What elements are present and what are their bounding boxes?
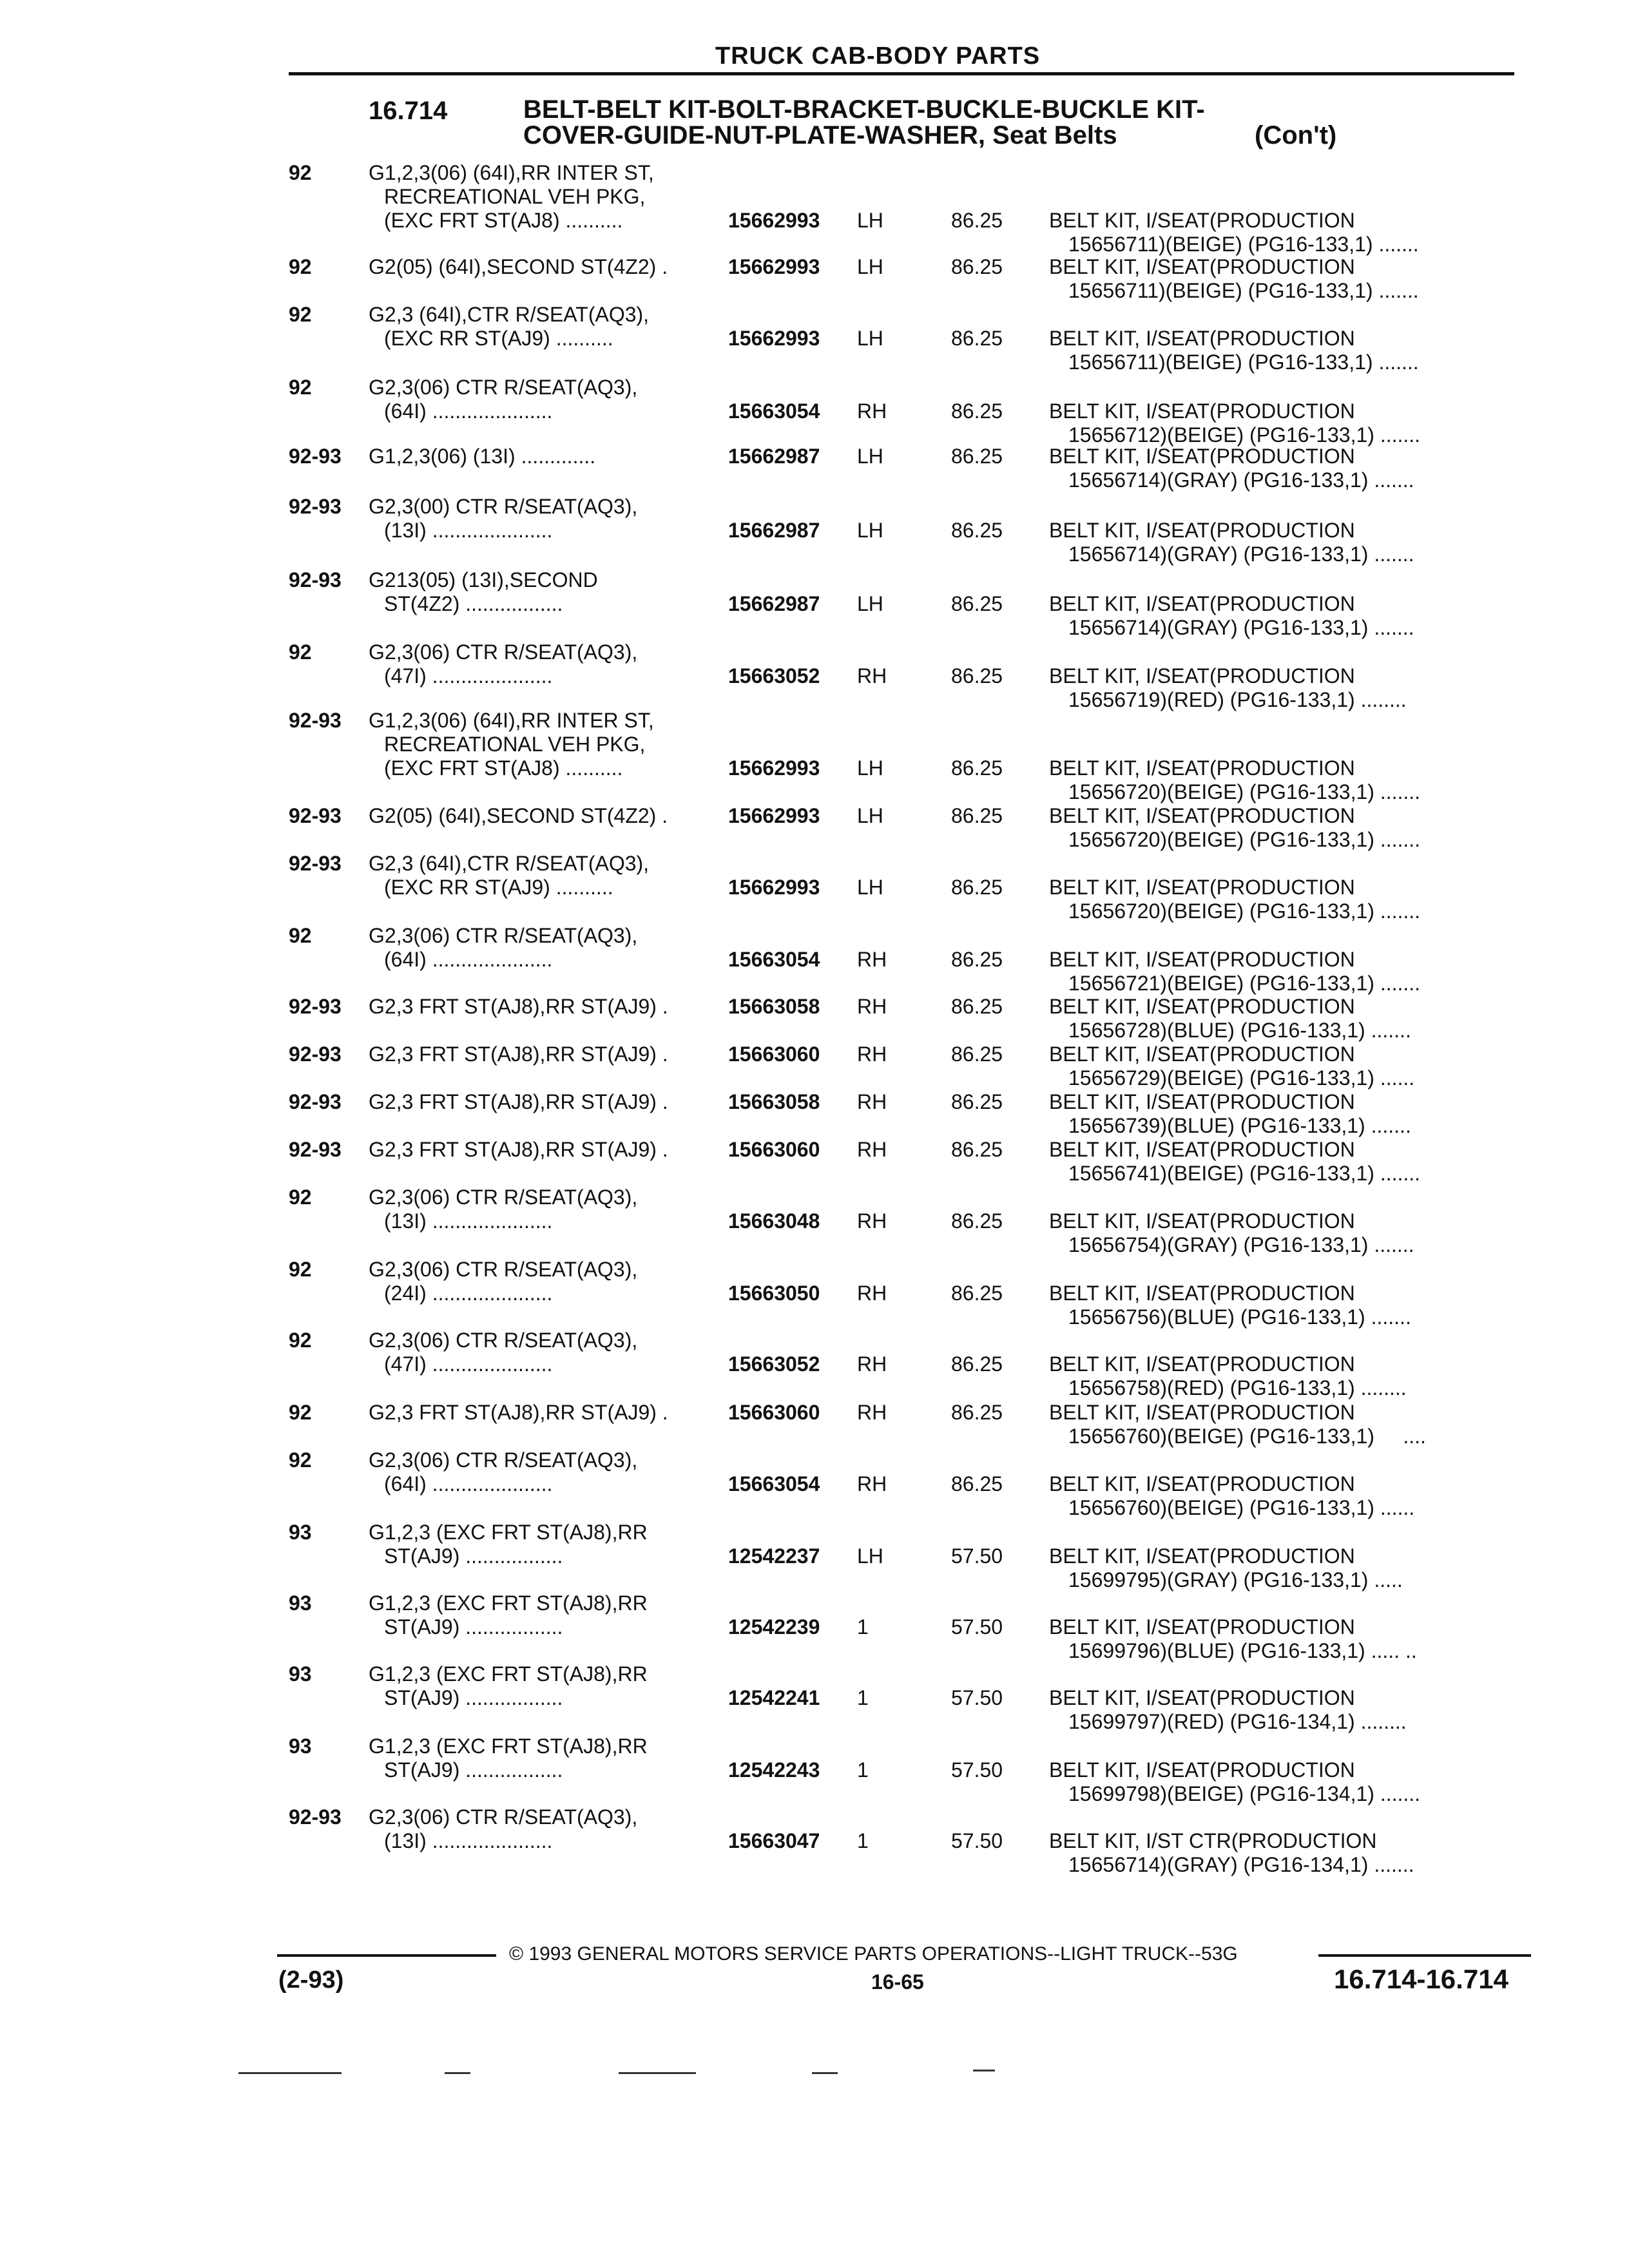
section-number: 16.714 xyxy=(369,97,448,125)
entry-note-line: BELT KIT, I/SEAT(PRODUCTION xyxy=(1049,519,1355,542)
entry-part-number: 15662993 xyxy=(728,209,820,232)
entry-description xyxy=(369,804,717,828)
entry-price: 57.50 xyxy=(951,1829,1003,1852)
entry-part-number: 15663054 xyxy=(728,399,820,423)
footer-page-number: 16-65 xyxy=(871,1970,924,1994)
entry-price: 86.25 xyxy=(951,592,1003,615)
entry-description xyxy=(369,376,717,423)
entry-description-line: (64I) ..................... xyxy=(384,1472,553,1495)
entry-year: 92-93 xyxy=(289,1805,342,1829)
entry-part-number: 15662993 xyxy=(728,804,820,827)
entry-side: LH xyxy=(857,327,883,350)
entry-side: RH xyxy=(857,1352,887,1376)
entry-description xyxy=(369,495,717,543)
entry-note xyxy=(1049,255,1513,303)
entry-price: 86.25 xyxy=(951,664,1003,687)
entry-note-line: BELT KIT, I/SEAT(PRODUCTION xyxy=(1049,209,1355,232)
entry-price: 86.25 xyxy=(951,209,1003,232)
entry-description-line: ST(AJ9) ................. xyxy=(384,1544,563,1568)
entry-note-line: 15656719)(RED) (PG16-133,1) ........ xyxy=(1068,688,1407,711)
entry-year: 92-93 xyxy=(289,495,342,518)
entry-price: 86.25 xyxy=(951,399,1003,423)
entry-description-line: ST(AJ9) ................. xyxy=(384,1686,563,1709)
entry-note-line: 15656728)(BLUE) (PG16-133,1) ....... xyxy=(1068,1019,1411,1042)
entry-price: 86.25 xyxy=(951,756,1003,780)
entry-description-line: G2,3 FRT ST(AJ8),RR ST(AJ9) . xyxy=(369,1401,668,1424)
entry-description-line: G1,2,3(06) (64I),RR INTER ST, xyxy=(369,709,654,732)
entry-side: LH xyxy=(857,876,883,899)
entry-note-line: 15656720)(BEIGE) (PG16-133,1) ....... xyxy=(1068,780,1421,803)
entry-note-line: 15656714)(GRAY) (PG16-134,1) ....... xyxy=(1068,1853,1414,1876)
entry-description xyxy=(369,924,717,972)
entry-side: LH xyxy=(857,756,883,780)
entry-year: 92 xyxy=(289,1329,312,1352)
entry-part-number: 15663060 xyxy=(728,1043,820,1066)
entry-note xyxy=(1049,519,1513,566)
entry-description-line: (64I) ..................... xyxy=(384,948,553,971)
entry-note-line: BELT KIT, I/SEAT(PRODUCTION xyxy=(1049,1686,1355,1709)
entry-part-number: 15663048 xyxy=(728,1209,820,1233)
entry-price: 86.25 xyxy=(951,948,1003,971)
entry-description-line: G2,3 FRT ST(AJ8),RR ST(AJ9) . xyxy=(369,1043,668,1066)
entry-description-line: G2,3(06) CTR R/SEAT(AQ3), xyxy=(369,924,638,947)
entry-description-line: G2,3(06) CTR R/SEAT(AQ3), xyxy=(369,640,638,664)
entry-description xyxy=(369,1735,717,1782)
entry-price: 86.25 xyxy=(951,995,1003,1018)
entry-description-line: (47I) ..................... xyxy=(384,664,553,687)
entry-note xyxy=(1049,756,1513,804)
entry-note-line: BELT KIT, I/ST CTR(PRODUCTION xyxy=(1049,1829,1377,1852)
entry-note-line: BELT KIT, I/SEAT(PRODUCTION xyxy=(1049,1209,1355,1233)
entry-price: 86.25 xyxy=(951,519,1003,542)
entry-description-line: ST(AJ9) ................. xyxy=(384,1615,563,1639)
entry-side: RH xyxy=(857,399,887,423)
entry-description-line: G2,3(06) CTR R/SEAT(AQ3), xyxy=(369,1329,638,1352)
entry-part-number: 12542243 xyxy=(728,1758,820,1782)
entry-note-line: 15656721)(BEIGE) (PG16-133,1) ....... xyxy=(1068,972,1421,995)
entry-note-line: 15656714)(GRAY) (PG16-133,1) ....... xyxy=(1068,468,1414,492)
scan-mark xyxy=(445,2072,470,2074)
footer-date: (2-93) xyxy=(278,1966,344,1994)
entry-note xyxy=(1049,1282,1513,1329)
entry-price: 86.25 xyxy=(951,1401,1003,1424)
entry-side: 1 xyxy=(857,1615,869,1639)
entry-description-line: G1,2,3(06) (13I) ............. xyxy=(369,445,596,468)
entry-note-line: BELT KIT, I/SEAT(PRODUCTION xyxy=(1049,1401,1355,1424)
entry-description-line: (13I) ..................... xyxy=(384,1829,553,1852)
entry-description-line: G2,3 (64I),CTR R/SEAT(AQ3), xyxy=(369,852,650,875)
entry-year: 93 xyxy=(289,1521,312,1544)
entry-part-number: 15663054 xyxy=(728,1472,820,1495)
footer-copyright: © 1993 GENERAL MOTORS SERVICE PARTS OPERATIONS--LIGHT TRUCK--53G xyxy=(509,1943,1238,1965)
entry-description-line: ST(4Z2) ................. xyxy=(384,592,563,615)
entry-year: 93 xyxy=(289,1662,312,1686)
entry-description-line: G2,3(06) CTR R/SEAT(AQ3), xyxy=(369,376,638,399)
section-title xyxy=(523,97,1528,148)
entry-price: 86.25 xyxy=(951,1138,1003,1161)
scan-mark xyxy=(238,2072,342,2074)
footer-section-range: 16.714-16.714 xyxy=(1334,1964,1509,1994)
entry-description-line: G2,3 FRT ST(AJ8),RR ST(AJ9) . xyxy=(369,1138,668,1161)
entry-note-line: BELT KIT, I/SEAT(PRODUCTION xyxy=(1049,1615,1355,1639)
entry-description-line: (EXC RR ST(AJ9) .......... xyxy=(384,876,613,899)
entry-description-line: (EXC FRT ST(AJ8) .......... xyxy=(384,756,623,780)
scan-mark xyxy=(619,2072,696,2074)
entry-side: 1 xyxy=(857,1829,869,1852)
entry-description-line: (13I) ..................... xyxy=(384,1209,553,1233)
entry-note xyxy=(1049,804,1513,852)
entry-note xyxy=(1049,1090,1513,1138)
entry-side: LH xyxy=(857,209,883,232)
entry-note xyxy=(1049,876,1513,923)
entry-description xyxy=(369,1138,717,1162)
entry-description-line: (EXC RR ST(AJ9) .......... xyxy=(384,327,613,350)
entry-side: RH xyxy=(857,1209,887,1233)
entry-part-number: 15662987 xyxy=(728,519,820,542)
entry-note-line: BELT KIT, I/SEAT(PRODUCTION xyxy=(1049,592,1355,615)
entry-price: 86.25 xyxy=(951,327,1003,350)
entry-description xyxy=(369,1186,717,1233)
entry-description xyxy=(369,1805,717,1853)
entry-price: 57.50 xyxy=(951,1758,1003,1782)
entry-year: 92 xyxy=(289,1258,312,1281)
entry-description xyxy=(369,1521,717,1568)
entry-side: RH xyxy=(857,1401,887,1424)
entry-price: 86.25 xyxy=(951,1352,1003,1376)
entry-part-number: 15663060 xyxy=(728,1138,820,1161)
entry-note xyxy=(1049,1043,1513,1090)
entry-price: 57.50 xyxy=(951,1615,1003,1639)
entry-description xyxy=(369,995,717,1019)
entry-note xyxy=(1049,1686,1513,1734)
entry-note-line: 15656711)(BEIGE) (PG16-133,1) ....... xyxy=(1068,279,1419,302)
entry-part-number: 15663050 xyxy=(728,1282,820,1305)
entry-note-line: BELT KIT, I/SEAT(PRODUCTION xyxy=(1049,1282,1355,1305)
entry-description-line: RECREATIONAL VEH PKG, xyxy=(384,185,646,208)
header-rule xyxy=(289,72,1514,75)
entry-side: RH xyxy=(857,1090,887,1113)
entry-note-line: 15656754)(GRAY) (PG16-133,1) ....... xyxy=(1068,1233,1414,1256)
entry-description-line: G2,3(06) CTR R/SEAT(AQ3), xyxy=(369,1805,638,1829)
entry-year: 92 xyxy=(289,303,312,326)
entry-note xyxy=(1049,399,1513,447)
entry-note-line: 15656711)(BEIGE) (PG16-133,1) ....... xyxy=(1068,351,1419,374)
entry-description-line: (47I) ..................... xyxy=(384,1352,553,1376)
page-header-title: TRUCK CAB-BODY PARTS xyxy=(715,43,1041,70)
entry-year: 92 xyxy=(289,924,312,947)
entry-year: 92-93 xyxy=(289,1138,342,1161)
entry-note xyxy=(1049,1401,1513,1448)
entry-description xyxy=(369,1090,717,1114)
entry-description-line: G2,3 FRT ST(AJ8),RR ST(AJ9) . xyxy=(369,1090,668,1113)
entry-note-line: 15656760)(BEIGE) (PG16-133,1) .... xyxy=(1068,1425,1426,1448)
entry-side: LH xyxy=(857,804,883,827)
entry-year: 92-93 xyxy=(289,995,342,1018)
entry-year: 92-93 xyxy=(289,445,342,468)
entry-year: 92 xyxy=(289,161,312,184)
entry-year: 92 xyxy=(289,640,312,664)
entry-price: 86.25 xyxy=(951,876,1003,899)
entry-side: 1 xyxy=(857,1686,869,1709)
entry-note-line: 15656758)(RED) (PG16-133,1) ........ xyxy=(1068,1376,1407,1399)
entry-description-line: (EXC FRT ST(AJ8) .......... xyxy=(384,209,623,232)
entry-note xyxy=(1049,1758,1513,1806)
entry-note-line: 15656711)(BEIGE) (PG16-133,1) ....... xyxy=(1068,233,1419,256)
entry-side: LH xyxy=(857,445,883,468)
entry-description-line: G2,3 FRT ST(AJ8),RR ST(AJ9) . xyxy=(369,995,668,1018)
entry-note xyxy=(1049,1472,1513,1520)
footer-rule-right xyxy=(1318,1954,1531,1957)
entry-side: RH xyxy=(857,1043,887,1066)
entry-year: 92-93 xyxy=(289,568,342,591)
entry-description-line: G2,3(00) CTR R/SEAT(AQ3), xyxy=(369,495,638,518)
section-continued: (Con't) xyxy=(1255,121,1337,149)
entry-note-line: BELT KIT, I/SEAT(PRODUCTION xyxy=(1049,1090,1355,1113)
footer-rule-left xyxy=(277,1954,496,1957)
entry-note xyxy=(1049,1209,1513,1257)
entry-side: LH xyxy=(857,1544,883,1568)
entry-year: 92 xyxy=(289,376,312,399)
entry-part-number: 15662993 xyxy=(728,876,820,899)
entry-note-line: 15699797)(RED) (PG16-134,1) ........ xyxy=(1068,1710,1407,1733)
entry-part-number: 15662993 xyxy=(728,327,820,350)
entry-description-line: G1,2,3 (EXC FRT ST(AJ8),RR xyxy=(369,1735,648,1758)
entry-note xyxy=(1049,948,1513,995)
entry-note-line: 15656720)(BEIGE) (PG16-133,1) ....... xyxy=(1068,899,1421,923)
entry-year: 92-93 xyxy=(289,1090,342,1113)
entry-side: RH xyxy=(857,1282,887,1305)
entry-price: 86.25 xyxy=(951,1209,1003,1233)
entry-note-line: BELT KIT, I/SEAT(PRODUCTION xyxy=(1049,876,1355,899)
entry-description xyxy=(369,709,717,780)
entry-description-line: RECREATIONAL VEH PKG, xyxy=(384,733,646,756)
entry-description xyxy=(369,640,717,688)
entry-side: RH xyxy=(857,1138,887,1161)
entry-price: 86.25 xyxy=(951,1043,1003,1066)
entry-part-number: 15662987 xyxy=(728,592,820,615)
entry-year: 92-93 xyxy=(289,1043,342,1066)
entry-note xyxy=(1049,445,1513,492)
entry-part-number: 15663058 xyxy=(728,1090,820,1113)
entry-side: RH xyxy=(857,948,887,971)
entry-note-line: BELT KIT, I/SEAT(PRODUCTION xyxy=(1049,756,1355,780)
section-title-line1: BELT-BELT KIT-BOLT-BRACKET-BUCKLE-BUCKLE KIT- xyxy=(523,95,1205,124)
entry-note xyxy=(1049,1615,1513,1663)
entry-note-line: BELT KIT, I/SEAT(PRODUCTION xyxy=(1049,327,1355,350)
entry-note-line: 15656760)(BEIGE) (PG16-133,1) ...... xyxy=(1068,1496,1415,1519)
entry-description xyxy=(369,1258,717,1305)
entry-description-line: (24I) ..................... xyxy=(384,1282,553,1305)
entry-note-line: 15699795)(GRAY) (PG16-133,1) ..... xyxy=(1068,1568,1403,1591)
entry-description xyxy=(369,303,717,351)
entry-part-number: 15663052 xyxy=(728,664,820,687)
entry-description xyxy=(369,161,717,233)
entry-description xyxy=(369,1448,717,1496)
entry-note xyxy=(1049,1544,1513,1592)
entry-note-line: BELT KIT, I/SEAT(PRODUCTION xyxy=(1049,1138,1355,1161)
entry-note-line: BELT KIT, I/SEAT(PRODUCTION xyxy=(1049,948,1355,971)
entry-part-number: 12542239 xyxy=(728,1615,820,1639)
entry-note-line: 15656756)(BLUE) (PG16-133,1) ....... xyxy=(1068,1305,1411,1329)
entry-description-line: G1,2,3(06) (64I),RR INTER ST, xyxy=(369,161,654,184)
entry-description-line: G1,2,3 (EXC FRT ST(AJ8),RR xyxy=(369,1521,648,1544)
entry-note-line: 15656720)(BEIGE) (PG16-133,1) ....... xyxy=(1068,828,1421,851)
entry-note xyxy=(1049,995,1513,1043)
entry-note-line: BELT KIT, I/SEAT(PRODUCTION xyxy=(1049,1472,1355,1495)
entry-year: 93 xyxy=(289,1735,312,1758)
entry-description-line: ST(AJ9) ................. xyxy=(384,1758,563,1782)
entry-note-line: 15656739)(BLUE) (PG16-133,1) ....... xyxy=(1068,1114,1411,1137)
entry-year: 92 xyxy=(289,1186,312,1209)
entry-description-line: G1,2,3 (EXC FRT ST(AJ8),RR xyxy=(369,1591,648,1615)
entry-part-number: 15663058 xyxy=(728,995,820,1018)
entry-price: 86.25 xyxy=(951,1090,1003,1113)
entry-note-line: BELT KIT, I/SEAT(PRODUCTION xyxy=(1049,1352,1355,1376)
entry-year: 92 xyxy=(289,1401,312,1424)
entry-price: 86.25 xyxy=(951,1282,1003,1305)
entry-note-line: BELT KIT, I/SEAT(PRODUCTION xyxy=(1049,1758,1355,1782)
entry-side: RH xyxy=(857,664,887,687)
entry-part-number: 15662993 xyxy=(728,756,820,780)
entry-part-number: 15662993 xyxy=(728,255,820,278)
entry-note xyxy=(1049,1829,1513,1877)
entry-description-line: G2,3 (64I),CTR R/SEAT(AQ3), xyxy=(369,303,650,326)
scan-mark xyxy=(973,2070,995,2071)
entry-note xyxy=(1049,1138,1513,1186)
entry-description-line: (13I) ..................... xyxy=(384,519,553,542)
entry-description-line: G2(05) (64I),SECOND ST(4Z2) . xyxy=(369,255,668,278)
entry-description-line: G2,3(06) CTR R/SEAT(AQ3), xyxy=(369,1448,638,1472)
entry-description xyxy=(369,445,717,468)
entry-side: LH xyxy=(857,255,883,278)
entry-price: 86.25 xyxy=(951,445,1003,468)
entry-part-number: 15663060 xyxy=(728,1401,820,1424)
entry-part-number: 15662987 xyxy=(728,445,820,468)
entry-year: 92 xyxy=(289,255,312,278)
entry-note xyxy=(1049,1352,1513,1400)
entry-description xyxy=(369,1662,717,1710)
entry-price: 86.25 xyxy=(951,1472,1003,1495)
entry-note-line: 15699798)(BEIGE) (PG16-134,1) ....... xyxy=(1068,1782,1421,1805)
entry-description-line: G2,3(06) CTR R/SEAT(AQ3), xyxy=(369,1258,638,1281)
entry-side: LH xyxy=(857,519,883,542)
entry-note xyxy=(1049,592,1513,640)
entry-year: 93 xyxy=(289,1591,312,1615)
entry-description-line: G1,2,3 (EXC FRT ST(AJ8),RR xyxy=(369,1662,648,1686)
entry-year: 92-93 xyxy=(289,804,342,827)
entry-price: 57.50 xyxy=(951,1686,1003,1709)
entry-part-number: 15663052 xyxy=(728,1352,820,1376)
entry-note-line: BELT KIT, I/SEAT(PRODUCTION xyxy=(1049,664,1355,687)
entry-note-line: BELT KIT, I/SEAT(PRODUCTION xyxy=(1049,995,1355,1018)
entry-note-line: BELT KIT, I/SEAT(PRODUCTION xyxy=(1049,399,1355,423)
entry-description xyxy=(369,1401,717,1425)
entry-side: 1 xyxy=(857,1758,869,1782)
entry-note-line: 15656714)(GRAY) (PG16-133,1) ....... xyxy=(1068,543,1414,566)
entry-note-line: BELT KIT, I/SEAT(PRODUCTION xyxy=(1049,1043,1355,1066)
entry-price: 86.25 xyxy=(951,804,1003,827)
entry-year: 92-93 xyxy=(289,852,342,875)
entry-part-number: 15663054 xyxy=(728,948,820,971)
entry-description-line: G2,3(06) CTR R/SEAT(AQ3), xyxy=(369,1186,638,1209)
entry-side: RH xyxy=(857,995,887,1018)
entry-part-number: 12542241 xyxy=(728,1686,820,1709)
entry-side: LH xyxy=(857,592,883,615)
entry-note-line: 15656712)(BEIGE) (PG16-133,1) ....... xyxy=(1068,423,1421,447)
entry-price: 86.25 xyxy=(951,255,1003,278)
entry-description-line: G213(05) (13I),SECOND xyxy=(369,568,598,591)
entry-description-line: G2(05) (64I),SECOND ST(4Z2) . xyxy=(369,804,668,827)
entry-part-number: 12542237 xyxy=(728,1544,820,1568)
entry-note-line: 15699796)(BLUE) (PG16-133,1) ..... .. xyxy=(1068,1639,1417,1662)
entry-year: 92 xyxy=(289,1448,312,1472)
entry-note xyxy=(1049,664,1513,712)
scan-mark xyxy=(812,2072,838,2074)
entry-description-line: (64I) ..................... xyxy=(384,399,553,423)
entry-note-line: 15656741)(BEIGE) (PG16-133,1) ....... xyxy=(1068,1162,1421,1185)
entry-side: RH xyxy=(857,1472,887,1495)
entry-description xyxy=(369,568,717,616)
entry-part-number: 15663047 xyxy=(728,1829,820,1852)
entry-note-line: BELT KIT, I/SEAT(PRODUCTION xyxy=(1049,255,1355,278)
entry-description xyxy=(369,255,717,279)
entry-note xyxy=(1049,209,1513,256)
entry-description xyxy=(369,1591,717,1639)
entry-year: 92-93 xyxy=(289,709,342,732)
entry-description xyxy=(369,1329,717,1376)
entry-price: 57.50 xyxy=(951,1544,1003,1568)
entry-note-line: BELT KIT, I/SEAT(PRODUCTION xyxy=(1049,445,1355,468)
entry-note-line: 15656714)(GRAY) (PG16-133,1) ....... xyxy=(1068,616,1414,639)
section-title-line2: COVER-GUIDE-NUT-PLATE-WASHER, Seat Belts xyxy=(523,121,1117,149)
entry-note-line: BELT KIT, I/SEAT(PRODUCTION xyxy=(1049,1544,1355,1568)
entry-description xyxy=(369,852,717,899)
entry-note xyxy=(1049,327,1513,374)
entry-note-line: 15656729)(BEIGE) (PG16-133,1) ...... xyxy=(1068,1066,1415,1090)
entry-note-line: BELT KIT, I/SEAT(PRODUCTION xyxy=(1049,804,1355,827)
entry-description xyxy=(369,1043,717,1066)
